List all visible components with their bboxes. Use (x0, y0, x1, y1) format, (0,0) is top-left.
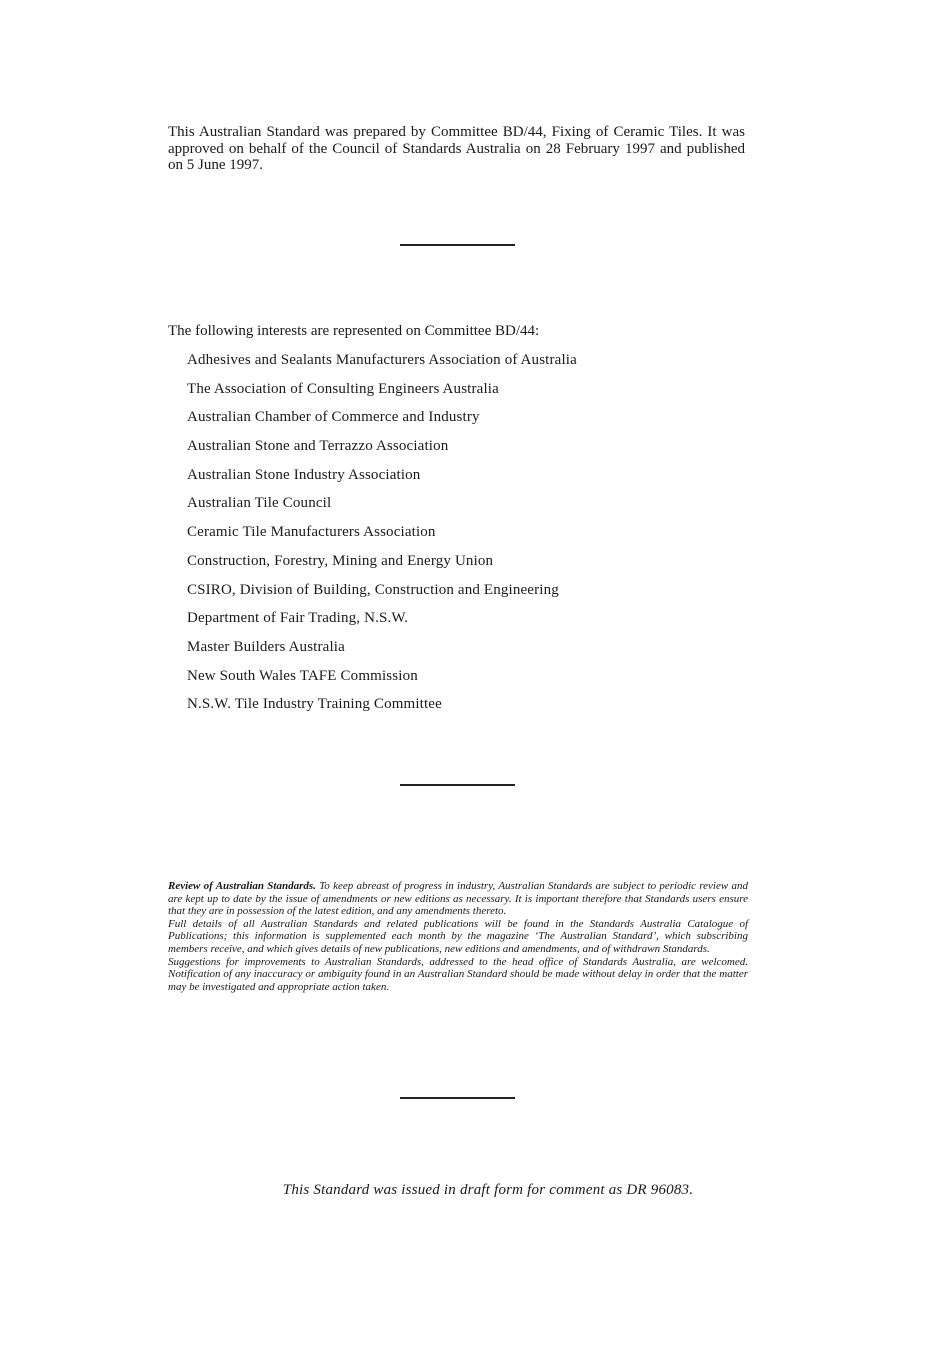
list-item: N.S.W. Tile Industry Training Committee (187, 696, 442, 713)
review-notice (168, 880, 748, 993)
committee-intro: The following interests are represented on Committee BD/44: (168, 323, 540, 339)
review-paragraph: Suggestions for improvements to Australian Standards, addressed to the head office of Standards Australia, are welcomed. Notification of any inaccuracy or ambiguity found in an Australian Standard should be made without delay in order that the matter may be investigated and appropriate action taken. (168, 955, 748, 993)
review-paragraph: Full details of all Australian Standards and related publications will be found in the Standards Australia Catalogue of Publications; this information is supplemented each month by the magazine ‘The Australian Standard’, which subscribing members receive, and which gives details of new publications, new editions and amendments, and of withdrawn Standards. (168, 917, 748, 955)
committee-interests-list (187, 351, 577, 724)
list-item: Adhesives and Sealants Manufacturers Association of Australia (187, 352, 577, 368)
list-item: Department of Fair Trading, N.S.W. (187, 610, 409, 627)
list-item: Australian Tile Council (187, 495, 332, 512)
list-item: Ceramic Tile Manufacturers Association (187, 524, 436, 541)
list-item: New South Wales TAFE Commission (187, 667, 418, 684)
list-item: CSIRO, Division of Building, Construction and Engineering (187, 581, 559, 598)
section-divider (400, 1097, 515, 1099)
section-divider (400, 244, 515, 246)
list-item: Construction, Forestry, Mining and Energy Union (187, 552, 494, 569)
review-paragraph (168, 880, 748, 918)
list-item: The Association of Consulting Engineers Australia (187, 380, 499, 397)
list-item: Master Builders Australia (187, 638, 345, 655)
list-item: Australian Stone Industry Association (187, 466, 421, 483)
review-heading: Review of Australian Standards. (168, 880, 316, 892)
review-text: To keep abreast of progress in industry, Australian Standards are subject to periodic review and are kept up to date by the issue of amendments or new editions as necessary. It is important therefore that Standards users ensure that they are in possession of the latest edition, and any amendments thereto. (168, 880, 748, 918)
list-item: Australian Chamber of Commerce and Industry (187, 409, 480, 426)
section-divider (400, 784, 515, 786)
draft-note: This Standard was issued in draft form for comment as DR 96083. (282, 1182, 694, 1198)
list-item: Australian Stone and Terrazzo Association (187, 438, 449, 455)
preparation-statement: This Australian Standard was prepared by Committee BD/44, Fixing of Ceramic Tiles. It was approved on behalf of the Council of Standards Australia on 28 February 1997 and published on 5 June 1997. (168, 124, 745, 173)
